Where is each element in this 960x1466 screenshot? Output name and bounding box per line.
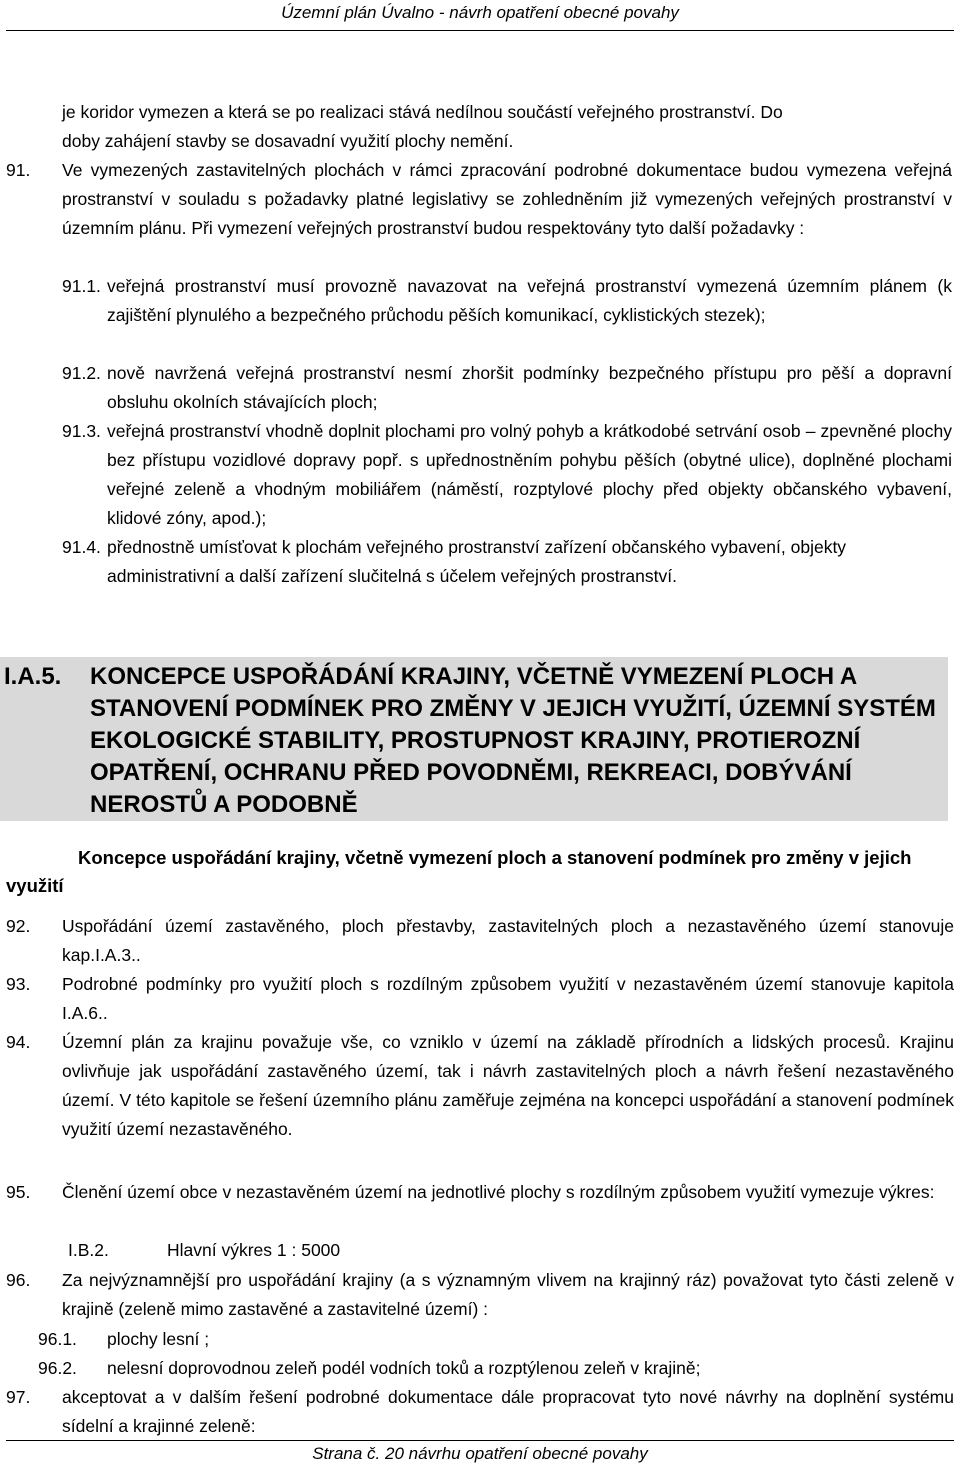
subitem-number: 91.2.	[62, 363, 101, 383]
subitem-number: 91.1.	[62, 276, 101, 296]
subitem-91-3: veřejná prostranství vhodně doplnit plochami pro volný pohyb a krátkodobé setrvání osob – zpevněné plochy bez přístupu vozidlové dopravy popř. s upřednostněním pohybu pěších (obytné ulice), doplněné plochami veřejné zeleně a vhodným mobiliářem (náměstí, rozptylové plochy před objekty občanského vybavení, klidové zóny, apod.);	[107, 421, 952, 528]
subitem-91-2: nově navržená veřejná prostranství nesmí zhoršit podmínky bezpečného přístupu pro pěší a dopravní obsluhu okolních stávajících ploch;	[107, 363, 952, 412]
continued-line-1: je koridor vymezen a která se po realizaci stává nedílnou součástí veřejného prostranství. Do	[62, 102, 783, 122]
paragraph-92: Uspořádání území zastavěného, ploch přestavby, zastavitelných ploch a nezastavěného území stanovuje kap.I.A.3..	[62, 916, 954, 965]
footer-divider	[6, 1440, 954, 1441]
subitem-number: 96.2.	[38, 1358, 77, 1378]
paragraph-number: 94.	[6, 1032, 31, 1052]
section-code: I.A.5.	[4, 663, 62, 690]
continued-line-2: doby zahájení stavby se dosavadní využití plochy nemění.	[62, 131, 514, 151]
subitem-91-4: přednostně umísťovat k plochám veřejného prostranství zařízení občanského vybavení, objekty administrativní a další zařízení slučitelná s účelem veřejných prostranství.	[107, 537, 847, 586]
paragraph-number: 93.	[6, 974, 31, 994]
paragraph-93: Podrobné podmínky pro využití ploch s rozdílným způsobem využití v nezastavěném území stanovuje kapitola I.A.6..	[62, 974, 954, 1023]
reference-title: Hlavní výkres 1 : 5000	[167, 1240, 341, 1260]
subitem-number: 91.4.	[62, 537, 101, 557]
page-footer: Strana č. 20 návrhu opatření obecné povahy	[312, 1444, 648, 1463]
paragraph-94: Územní plán za krajinu považuje vše, co vzniklo v území na základě přírodních a lidských procesů. Krajinu ovlivňuje jak uspořádání zastavěného území, tak i návrh zastavitelných ploch a návrh řešení nezastavěného území. V této kapitole se řešení územního plánu zaměřuje zejména na koncepci uspořádání a stanovení podmínek využití území nezastavěného.	[62, 1032, 954, 1139]
paragraph-number: 91.	[6, 160, 31, 180]
paragraph-number: 95.	[6, 1182, 31, 1202]
paragraph-number: 92.	[6, 916, 31, 936]
page-header: Územní plán Úvalno - návrh opatření obecné povahy	[281, 3, 679, 22]
paragraph-91: Ve vymezených zastavitelných plochách v rámci zpracování podrobné dokumentace budou vymezena veřejná prostranství v souladu s požadavky platné legislativy se zohledněním již vymezených veřejných prostranství v územním plánu. Při vymezení veřejných prostranství budou respektovány tyto další požadavky :	[62, 160, 952, 238]
section-title: KONCEPCE USPOŘÁDÁNÍ KRAJINY, VČETNĚ VYMEZENÍ PLOCH A STANOVENÍ PODMÍNEK PRO ZMĚNY V JEJICH VYUŽITÍ, ÚZEMNÍ SYSTÉM EKOLOGICKÉ STABILITY, PROSTUPNOST KRAJINY, PROTIEROZNÍ OPATŘENÍ, OCHRANU PŘED POVODNĚMI, REKREACI, DOBÝVÁNÍ NEROSTŮ A PODOBNĚ	[90, 663, 936, 818]
subitem-number: 91.3.	[62, 421, 101, 441]
header-divider	[6, 30, 954, 31]
paragraph-number: 96.	[6, 1270, 31, 1290]
paragraph-number: 97.	[6, 1387, 31, 1407]
subitem-number: 96.1.	[38, 1329, 77, 1349]
paragraph-96: Za nejvýznamnější pro uspořádání krajiny (a s významným vlivem na krajinný ráz) považovat tyto části zeleně v krajině (zeleně mimo zastavěné a zastavitelné území) :	[62, 1270, 954, 1319]
paragraph-95: Členění území obce v nezastavěném území na jednotlivé plochy s rozdílným způsobem využití vymezuje výkres:	[62, 1182, 935, 1202]
reference-code: I.B.2.	[68, 1240, 109, 1260]
subitem-96-2: nelesní doprovodnou zeleň podél vodních toků a rozptýlenou zeleň v krajině;	[107, 1358, 701, 1378]
paragraph-97: akceptovat a v dalším řešení podrobné dokumentace dále propracovat tyto nové návrhy na doplnění systému sídelní a krajinné zeleně:	[62, 1387, 954, 1436]
subitem-91-1: veřejná prostranství musí provozně navazovat na veřejná prostranství vymezená územním plánem (k zajištění plynulého a bezpečného průchodu pěších komunikací, cyklistických stezek);	[107, 276, 952, 325]
subsection-title: Koncepce uspořádání krajiny, včetně vymezení ploch a stanovení podmínek pro změny v jejich využití	[6, 847, 912, 896]
subitem-96-1: plochy lesní ;	[107, 1329, 210, 1349]
